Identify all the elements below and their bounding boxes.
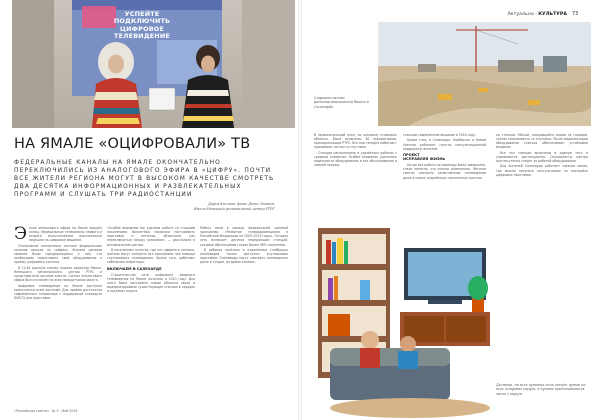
deck-line: ПРОГРАММ И СЛУШАТЬ ТРИ РАДИОСТАНЦИИ: [14, 191, 193, 198]
paragraph: станцию современное вещание в 2018 году.: [403, 133, 477, 137]
text-column-3: [200, 226, 288, 404]
deck-line: ПЕРЕКЛЮЧИЛИСЬ ИЗ АНАЛОГОВОГО ЭФИРА В «ЦИФРУ». ПОЧТИ: [14, 167, 272, 174]
paragraph: Когда вся работа по переходу была завершена, стало понятно, что многое изменилось. Жители смогли смотреть качественное телевидение даже в самых отдалённых населённых пунктах.: [403, 163, 486, 180]
paragraph: Отключение аналогового сигнала федеральных каналов прошло по графику. Жители региона заранее были предупреждены о том, что необходимо подготовить своё оборудование к приёму цифрового сигнала.: [14, 243, 102, 265]
spread-spine: [298, 0, 302, 420]
credit-line: Дарья Кислова, фото Денис Хамзин,: [208, 202, 275, 206]
photo-credit: [150, 202, 275, 211]
paragraph: В рабочих посёлках и отдалённых стойбищах оленеводов также доступны спутниковые приставки. Оленеводы могут смотреть телевидение даже в тундре, во время кочёвок.: [200, 247, 288, 265]
lead-paragraph: [14, 226, 102, 243]
paragraph: Для жителей Салехарда работает горячая линия, где можно получить консультацию по настройке цифровых приставок.: [496, 164, 588, 177]
caption-line: Строительство радиотелевизионной башни в Салехарде.: [314, 96, 369, 109]
page-footer: «Российская газета» · № 5 · Май 2019: [14, 409, 78, 413]
paragraph: «Особое внимание мы уделяли работе со старшим поколением. Волонтёры помогали настраивать приставки и антенны, объясняли, как переключаться между каналами», — рассказали в региональном центре.: [107, 226, 195, 247]
text-column-1: [14, 226, 102, 404]
page-number: 73: [572, 11, 579, 17]
credit-line: Ямало-Ненецкий региональный центр РТРС: [193, 206, 275, 211]
running-head: [457, 12, 567, 17]
paragraph: Работу вели в рамках федеральной целевой программы «Развитие телерадиовещания в Российской Федерации на 2009–2015 годы». Сегодня сеть включает десятки передающих станций, которые обеспечивают охват более 98% населения.: [200, 226, 288, 247]
paragraph: Станции расположены в удалённых районах с суровым климатом. Особое внимание уделялось надёжности оборудования и его обслуживанию в зимний период.: [314, 150, 397, 168]
paragraph: Цифровое телевидение на Ямале доступно практически всем жителям. Для приёма достаточно современного телевизора с поддержкой стандарта DVB-T2 или приставки.: [14, 283, 102, 301]
deck-line: ФЕДЕРАЛЬНЫЕ КАНАЛЫ НА ЯМАЛЕ ОКОНЧАТЕЛЬНО: [14, 160, 221, 166]
section-subhead: ВКЛЮЧАЕМ В САЛЕХАРДЕ: [107, 266, 162, 271]
section-subhead: [403, 153, 486, 161]
caption-line: Десятки, на всех пунктах доли отчёт пункт на всех островах округа, в пункте представителя мест с округа.: [496, 383, 586, 396]
article-headline: НА ЯМАЛЕ «ОЦИФРОВАЛИ» ТВ: [14, 136, 251, 152]
deck-line: ВСЕ ЖИТЕЛИ РЕГИОНА МОГУТ В ВЫСОКОМ КАЧЕСТВЕ СМОТРЕТЬ: [14, 175, 275, 182]
drop-cap: Э: [14, 226, 28, 244]
deck-line: ДВА ДЕСЯТКА ИНФОРМАЦИОННЫХ И РАЗВЛЕКАТЕЛЬНЫХ: [14, 183, 242, 190]
subhead-line: ИСПРАВЛЯЯ ЖИЗНЬ: [403, 156, 446, 161]
photo-construction-site: [378, 22, 591, 126]
article-deck: [14, 160, 296, 200]
paragraph: В населённых пунктах, где нет эфирного сигнала, жители могут смотреть все программы при помощи спутникового телевидения. Кроме того, работают кабельные операторы.: [107, 247, 195, 265]
running-head-section: Актуально: [507, 12, 534, 17]
banner-line: ПОДКЛЮЧИТЬ: [113, 17, 171, 26]
banner-text: [97, 11, 187, 40]
paragraph: Строительство сети цифрового эфирного телевидения на Ямале началось в 2010 году. Для этого были построены новые объекты связи и модернизированы существующие станции в городах и посёлках округа.: [107, 272, 195, 294]
right-page: [300, 0, 600, 420]
banner-line: ТЕЛЕВИДЕНИЕ: [114, 31, 170, 40]
side-caption: [496, 383, 588, 396]
subhead-line: ПРОЕКТ: [403, 152, 420, 157]
paragraph: на станции Обской, находящейся рядом за городом, сигнал принимается со спутника. После модернизации оборудования станция обеспечивает устойчивое вещание.: [496, 133, 588, 150]
paragraph: В 11:44 красную кнопку нажали директор Ямало-Ненецкого регионального центра РТРС и представители органов власти. Сигнал аналогового эфира был отключён на всех передатчиках округа.: [14, 265, 102, 283]
photo-caption: [314, 96, 374, 109]
banner-line: УСПЕЙТЕ: [124, 10, 160, 18]
running-head-separator: ·: [535, 12, 537, 17]
lead-text: похе аналогового эфира на Ямале пришёл конец. Федеральные телеканалы первого и второго мультиплексов окончательно перешли на цифровое вещание.: [29, 226, 102, 243]
paragraph: Кроме того, в Салехарде, Ноябрьске и Новом Уренгое работают пункты консультационной поддержки жителей.: [403, 138, 486, 151]
illustration-living-room-tv: [300, 208, 496, 420]
paragraph: Все эти станции включены в единую сеть и управляются дистанционно. Специалисты центра круглосуточно следят за работой оборудования.: [496, 150, 588, 164]
banner-line: ЦИФРОВОЕ: [119, 24, 164, 33]
paragraph: В первоначальный план, по которому строились объекты, были включены 26 передатчиков, принадлежащих РТРС. Все они сегодня работают, принимают сигнал со спутника.: [314, 133, 397, 150]
running-head-topic: КУЛЬТУРА: [538, 12, 567, 17]
text-column-2: [107, 226, 195, 404]
text-column-right-3: [496, 133, 588, 378]
